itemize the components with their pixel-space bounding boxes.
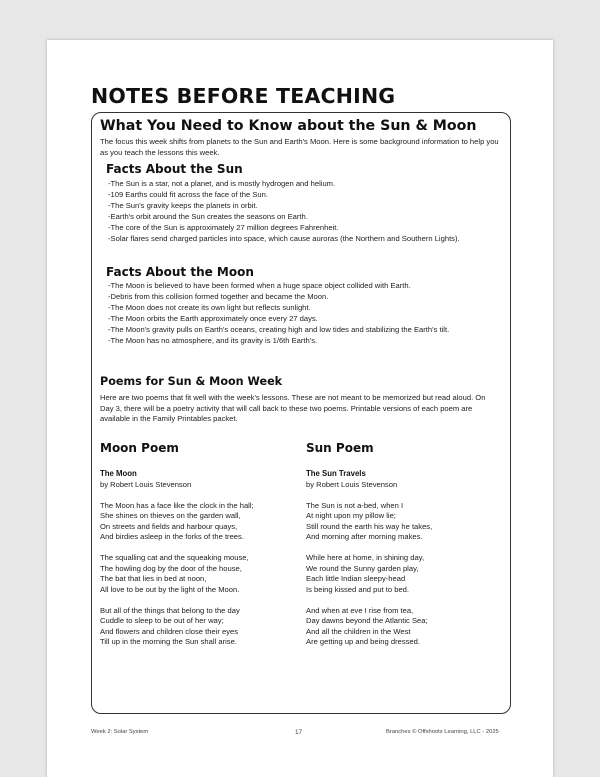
poem-line: Are getting up and being dressed.: [306, 637, 420, 646]
poem-line: The Sun is not a-bed, when I: [306, 500, 404, 510]
intro-paragraph: The focus this week shifts from planets to the Sun and Earth's Moon. Here is some background information to help you as you teach the lessons this week.: [100, 137, 499, 157]
poem-line: And birdies asleep in the forks of the trees.: [100, 532, 244, 541]
list-item: -The core of the Sun is approximately 27 million degrees Fahrenheit.: [108, 222, 339, 232]
box-title: What You Need to Know about the Sun & Moon: [100, 118, 477, 134]
moon-poem-author: by Robert Louis Stevenson: [100, 479, 192, 489]
poem-line: And all the children in the West: [306, 626, 411, 636]
sun-poem-stanza-3: [306, 606, 496, 648]
poem-line: The bat that lies in bed at noon,: [100, 574, 207, 583]
poem-line: The squalling cat and the squeaking mouse,: [100, 553, 249, 562]
list-item: -The Moon's gravity pulls on Earth's oceans, creating high and low tides and stabilizing the Earth's tilt.: [108, 324, 450, 334]
list-item: -The Sun's gravity keeps the planets in orbit.: [108, 200, 258, 210]
worksheet-page: [47, 40, 553, 777]
poem-line: And flowers and children close their eyes: [100, 626, 239, 636]
poem-line: Till up in the morning the Sun shall arise.: [100, 637, 237, 646]
moon-poem-heading: Moon Poem: [100, 441, 179, 455]
list-item: -Debris from this collision formed together and became the Moon.: [108, 291, 329, 301]
list-item: -The Moon orbits the Earth approximately once every 27 days.: [108, 313, 318, 323]
moon-poem-title: The Moon: [100, 469, 137, 478]
poem-line: Each little Indian sleepy-head: [306, 574, 406, 583]
poem-line: On streets and fields and harbour quays,: [100, 521, 238, 531]
content-box: [91, 112, 511, 714]
poem-line: Is being kissed and put to bed.: [306, 584, 410, 594]
moon-poem-stanza-3: [100, 606, 290, 648]
poems-intro-paragraph: Here are two poems that fit well with the week's lessons. These are not meant to be memorized but read aloud. On Day 3, there will be a poetry activity that will call back to these two poems. Printable versions of each poem are available in the Family Printables packet.: [100, 393, 486, 424]
moon-facts-list: [108, 281, 502, 346]
list-item: -The Moon does not create its own light but reflects sunlight.: [108, 302, 311, 312]
list-item: -The Moon is believed to have been formed when a huge space object collided with Earth.: [108, 281, 411, 290]
poem-line: While here at home, in shining day,: [306, 553, 425, 562]
moon-poem-stanza-1: [100, 501, 290, 543]
page-title: NOTES BEFORE TEACHING: [91, 84, 396, 108]
poem-line: But all of the things that belong to the day: [100, 605, 240, 615]
sun-facts-heading: Facts About the Sun: [106, 162, 243, 176]
sun-poem-column: [306, 441, 496, 648]
sun-poem-author: by Robert Louis Stevenson: [306, 479, 398, 489]
list-item: -Solar flares send charged particles into space, which cause auroras (the Northern and Southern Lights).: [108, 233, 460, 243]
list-item: -The Moon has no atmosphere, and its gravity is 1/6th Earth's.: [108, 335, 318, 345]
poem-line: At night upon my pillow lie;: [306, 511, 396, 520]
list-item: -The Sun is a star, not a planet, and is mostly hydrogen and helium.: [108, 179, 336, 188]
poems-heading: Poems for Sun & Moon Week: [100, 375, 283, 388]
footer-copyright: Branches © Offshoots Learning, LLC - 2025: [386, 729, 499, 735]
sun-poem-title: The Sun Travels: [306, 469, 366, 478]
list-item: -109 Earths could fit across the face of the Sun.: [108, 189, 268, 199]
poem-line: Still round the earth his way he takes,: [306, 521, 433, 531]
footer-week-label: Week 2: Solar System: [91, 729, 149, 735]
poem-line: We round the Sunny garden play,: [306, 563, 419, 573]
list-item: -Earth's orbit around the Sun creates the seasons on Earth.: [108, 211, 308, 221]
poem-line: She shines on thieves on the garden wall,: [100, 511, 241, 520]
moon-facts-heading: Facts About the Moon: [106, 265, 254, 279]
sun-poem-heading: Sun Poem: [306, 441, 374, 455]
poem-line: And when at eve I rise from tea,: [306, 605, 414, 615]
poem-line: Day dawns beyond the Atlantic Sea;: [306, 616, 428, 625]
poem-line: Cuddle to sleep to be out of her way;: [100, 616, 224, 625]
sun-facts-list: [108, 179, 502, 244]
page-number: 17: [295, 729, 303, 736]
moon-poem-stanza-2: [100, 553, 290, 595]
moon-poem-column: [100, 441, 290, 648]
poem-line: And morning after morning makes.: [306, 532, 423, 541]
poem-line: All love to be out by the light of the Moon.: [100, 584, 240, 594]
sun-poem-stanza-1: [306, 501, 496, 543]
poem-line: The Moon has a face like the clock in the hall;: [100, 500, 254, 510]
poem-line: The howling dog by the door of the house,: [100, 563, 242, 573]
sun-poem-stanza-2: [306, 553, 496, 595]
